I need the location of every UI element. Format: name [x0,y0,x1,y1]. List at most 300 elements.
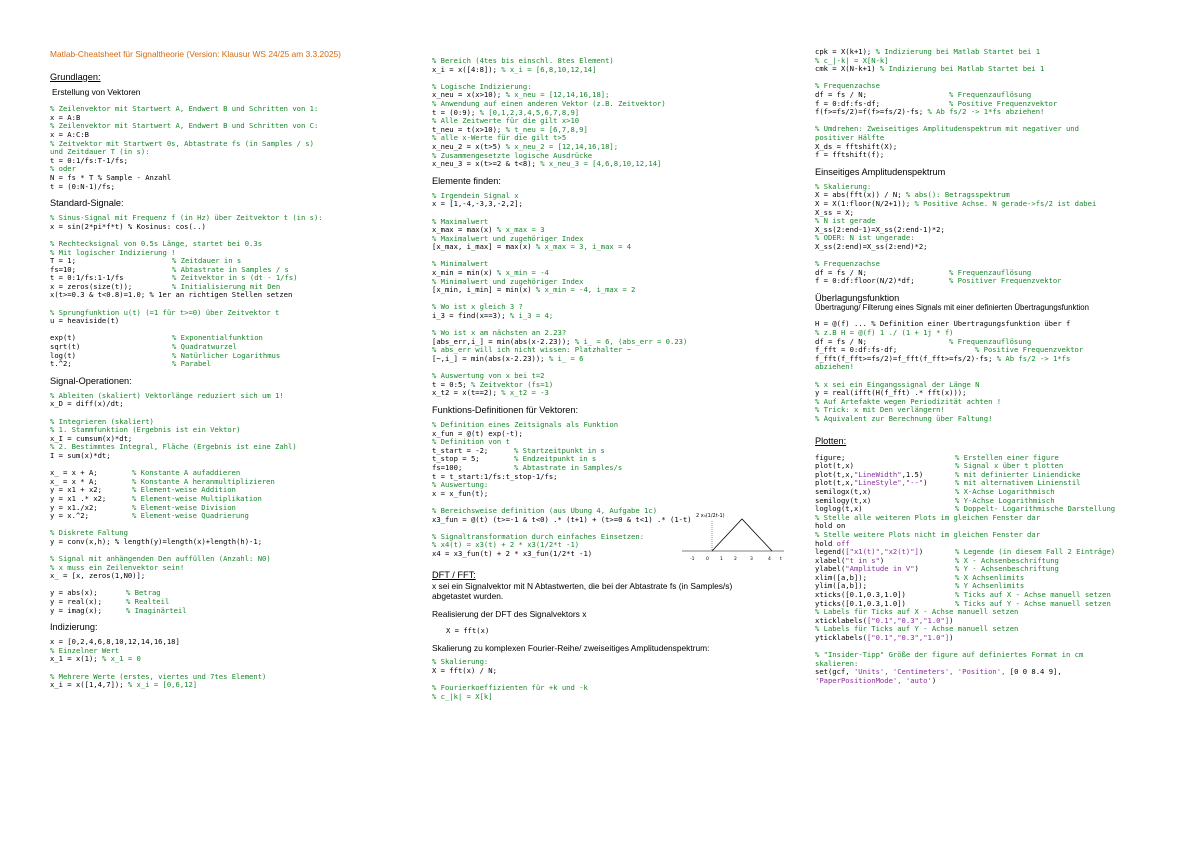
heading-signal-operationen: Signal-Operationen: [50,375,132,386]
code-line [815,505,1170,514]
code-line: % Zeilenvektor mit Startwert A, Endwert B und Schritten von 1: [50,105,319,114]
code-text: t_start = -2; [432,446,489,455]
code-text: ) [949,634,954,643]
code-string: "LineStyle","--" [853,479,924,488]
code-line: % Mit logischer Indizierung ! [50,248,176,257]
code-line: % ODER: N ist ungerade: [815,234,915,243]
code-comment: % Element-weise Quadrierung [132,512,249,521]
code-line [815,591,1170,600]
code-text: x_i = x([4:8]); [432,65,502,74]
code-line: % Frequenzachse [815,260,880,269]
heading-indizierung: Indizierung: [50,622,98,633]
code-line [50,257,385,266]
code-line: % Auf Artefakte wegen Periodizität achten ! [815,397,1002,406]
code-comment: % t_neu = [6,7,8,9] [505,125,588,134]
code-line [432,109,797,118]
code-line: % Trick: x mit Den verlängern! [815,406,945,415]
code-line [815,100,1170,109]
code-text: legend( [815,548,846,557]
code-text: xticks([0.1,0.3,1.0]) [815,591,906,600]
heading-einseitiges-spektrum: Einseitiges Amplitudenspektrum [815,166,946,177]
code-text: ) [949,616,954,625]
code-comment: % Abtastrate in Samples/s [514,463,623,472]
code-text: xticklabels( [815,616,867,625]
code-comment: % Quadratwurzel [172,343,237,352]
code-line: % Skalierung: [432,658,489,667]
code-comment: % Frequenzauflösung [949,337,1032,346]
code-comment: % Initialisierung mit Den [172,282,281,291]
code-text: ) [914,565,919,574]
code-text: plot(t,x) [815,462,854,471]
code-comment: % X - Achsenbeschriftung [955,556,1059,565]
code-line [432,286,797,295]
heading-elemente-finden: Elemente finden: [432,175,501,186]
code-text: xlim([a,b]); [815,573,867,582]
code-line: x_fun = @(t) exp(-t); [432,429,523,438]
code-line: % Definition von t [432,438,510,447]
figure-ticks [690,556,782,562]
code-line [50,274,385,283]
tick-label: 4 [768,557,771,562]
code-line [50,478,385,487]
code-line: % Minimalwert und zugehöriger Index [432,277,584,286]
code-line: % oder [50,165,76,174]
tick-label: -1 [690,557,695,562]
code-comment: % Konstante A aufaddieren [132,469,241,478]
triangle-signal-figure [680,505,790,567]
code-text: [0 0 8.4 9], [1005,668,1062,677]
code-line: % Auswertung von x bei t=2 [432,372,545,381]
code-text: df = fs / N; [815,337,867,346]
code-line: t = t_start:1/fs:t_stop-1/fs; [432,472,558,481]
code-line: % Zeilenvektor mit Startwert A, Endwert B und Schritten von C: [50,122,319,131]
code-comment: % Y Achsenlimits [955,582,1025,591]
code-text: loglog(t,x) [815,505,863,514]
code-comment: % Erstellen einer figure [955,453,1059,462]
code-comment: % Betrag [126,589,161,598]
code-string: off [836,539,850,548]
code-text: x_neu = x(x>10); [432,91,506,100]
code-comment: % i_ = 6 [548,355,584,363]
code-line: % Integrieren (skaliert) [50,417,154,426]
code-line: % Diskrete Faltung [50,529,128,538]
code-text: X = abs(fft(x)) / N; [815,191,906,200]
code-text: ) [931,677,937,685]
subheading-vektoren: Erstellung von Vektoren [52,86,141,97]
code-comment: % Ab fs/2 -> 1*fs abziehen! [927,108,1045,117]
code-line: % alle x-Werte für die gilt t>5 [432,134,567,143]
code-text: sqrt(t) [50,343,81,352]
code-line: % Anwendung auf einen anderen Vektor (z.B. Zeitvektor) [432,99,666,108]
code-line [432,66,797,75]
code-line [815,191,1170,200]
code-line [815,108,1170,117]
code-text: y = abs(x); [50,589,98,598]
code-comment: % Abtastrate in Samples / s [172,265,289,274]
code-line [815,634,1170,643]
code-comment: % x_i = [6,8,10,12,14] [501,65,597,74]
dft-realisierung-label: Realisierung der DFT des Signalvektors x [432,608,587,619]
code-text: f_fft = 0:df:fs-df; [815,346,898,355]
code-comment: % x_neu_3 = [4,6,8,10,12,14] [540,160,662,169]
code-text: t = 0:5; [432,380,471,389]
code-line [815,488,1170,497]
column-1 [50,50,385,690]
code-string: "t in s" [845,556,880,565]
code-line: % c_|k| = X[k] [432,692,493,701]
code-string: ["0.1","0.3","1.0"] [866,616,950,625]
code-comment: % Zeitvektor (fs=1) [470,380,554,389]
code-line [432,338,797,347]
code-line [815,677,1170,686]
code-line: X_ds = fftshift(X); [815,142,898,151]
code-line [815,462,1170,471]
code-line [815,346,1170,355]
code-string: "LineWidth" [853,470,902,479]
heading-plotten: Plotten: [815,435,847,446]
code-text: ) [918,548,924,557]
code-text: semilogx(t,x) [815,487,872,496]
figure-triangle [712,519,772,551]
code-comment: % x_1 = 0 [101,655,141,664]
code-line [50,343,385,352]
code-line [815,200,1170,209]
code-comment: % x_min = -4 [496,269,549,278]
code-comment: % Y-Achse Logarithmisch [955,496,1055,505]
code-text: x_neu_2 = x(t>5) [432,142,506,151]
code-line [50,174,385,183]
heading-funktions-definitionen: Funktions-Definitionen für Vektoren: [432,404,579,415]
code-line [815,269,1170,278]
code-line: % Rechtecksignal von 0.5s Länge, startet bei 0.3s [50,239,263,248]
code-comment: % x_neu_2 = [12,14,16,18]; [505,142,619,151]
code-line: % N ist gerade [815,217,876,226]
code-line: % z.B H = @(f) 1 ./ (1 + 1j * f) [815,329,954,338]
code-line: X = fft(x) / N; [432,667,497,676]
code-text: f = 0:df:floor(N/2)*df; [815,277,915,286]
code-line: % Signal mit anhängenden Den auffüllen (Anzahl: N0) [50,555,271,564]
code-text: f(f>=fs/2)=f(f>=fs/2)-fs; [815,108,928,117]
code-line: x = [1,-4,-3,3,-2,2]; [432,200,523,209]
code-text: figure; [815,453,846,462]
code-line [50,512,385,521]
code-text: xlabel( [815,556,846,565]
code-comment: % Legende (in diesem Fall 2 Einträge) [955,548,1116,557]
code-text: plot(t,x, [815,470,854,479]
code-line: % x4(t) = x3(t) + 2 * x3(1/2*t -1) [432,541,580,550]
tick-label: 3 [750,557,753,562]
code-line [50,607,385,616]
code-line [50,360,385,369]
tick-label: 1 [720,557,723,562]
code-text: set(gcf, [815,668,854,677]
code-text: t_stop = 5; [432,455,480,464]
code-line [815,565,1170,574]
code-line [432,269,797,278]
code-line: % Stelle alle weiteren Plots im gleichen Fenster dar [815,513,1041,522]
code-text: plot(t,x, [815,479,854,488]
code-line: t = 0:1/fs:T-1/fs; [50,156,128,165]
code-line [432,381,797,390]
code-line [432,355,797,364]
code-line [815,454,1170,463]
code-text: ylim([a,b]); [815,582,867,591]
code-line [815,355,1170,364]
uebertragung-description: Übertragung/ Filterung eines Signals mit einer definierten Übertragungsfunktion [815,302,1089,312]
code-comment: % Element-weise Multiplikation [132,494,262,503]
code-comment: % Element-weise Division [132,503,236,512]
code-line [50,486,385,495]
code-comment: % Doppelt- Logarithmische Darstellung [955,505,1116,514]
code-line [50,283,385,292]
code-comment: % Positive Frequenzvektor [949,99,1058,108]
code-comment: % Positive Frequenzvektor [975,346,1084,355]
code-text: y = x1 + x2; [50,486,102,495]
code-line: % Logische Indizierung: [432,82,532,91]
code-string: ["0.1","0.3","1.0"] [866,634,950,643]
code-line: % abs_err will ich nicht wissen: Platzhalter ~ [432,346,632,355]
tick-label: 0 [706,557,709,562]
code-line [432,143,797,152]
code-text: ) [923,479,928,488]
code-line [815,65,1170,74]
code-text: cpk = X(k+1); [815,48,876,56]
code-line: x_I = cumsum(x)*dt; [50,434,133,443]
code-line: % Umdrehen: Zweiseitiges Amplitudenspektrum mit negativer und [815,125,1079,134]
code-comment: % Startzeitpunkt in s [514,446,605,455]
code-string: "Amplitude in V" [845,565,915,574]
code-text: ylabel( [815,565,846,574]
page-title: Matlab-Cheatsheet für Signaltheorie (Version: Klausur WS 24/25 am 3.3.2025) [50,49,341,59]
code-line: H = @(f) ... % Definition einer Übertragungsfunktion über f [815,320,1071,329]
code-comment: % i_3 = 4; [509,312,554,321]
code-comment: % Ticks auf X - Achse manuell setzen [955,591,1111,600]
code-text: x = zeros(size(t)); [50,282,133,291]
code-line: % Auswertung: [432,481,489,490]
code-line: und Zeitdauer T (in s): [50,148,150,157]
code-line: % Stelle weitere Plots nicht im gleichen Fenster dar [815,530,1041,539]
code-line [815,582,1170,591]
code-line: % Äquivalent zur Berechnung über Faltung! [815,414,993,423]
code-comment: % x_t2 = -3 [501,389,549,398]
code-line [432,447,797,456]
code-comment: % [0,1,2,3,4,5,6,7,8,9] [479,108,580,117]
code-comment: % Exponentialfunktion [172,334,263,343]
heading-uebertragungsfunktion: Überlagungsfunktion [815,292,900,303]
code-line: t = (0:N-1)/fs; [50,182,115,191]
code-comment: % Ab fs/2 -> 1*fs [996,354,1071,363]
tick-label: 2 [734,557,737,562]
code-text: x_ = x + A; [50,469,98,478]
code-text: [~,i_] = min(abs(x-2.23)); [432,355,549,363]
code-line [815,574,1170,583]
code-line [815,557,1170,566]
code-text: yticklabels( [815,634,867,643]
code-comment: % Element-weise Addition [132,486,236,495]
code-line: % Definition eines Zeitsignals als Funktion [432,420,619,429]
code-line [432,91,797,100]
code-line: positiver Hälfte [815,133,885,142]
code-comment: % Zeitvektor in s (dt - 1/fs) [172,274,298,283]
code-text: fs=100; [432,463,463,472]
code-line [50,334,385,343]
code-text: t = (0:9); [432,108,480,117]
code-line: % Bereichsweise definition (aus Übung 4, Aufgabe 1c) [432,506,658,515]
dft-text-line: x sei ein Signalvektor mit N Abtastwerten, die bei der Abtastrate fs (in Samples/s) [432,581,733,592]
code-line [815,48,1170,57]
code-line: skalieren: [815,659,859,668]
code-line: % Labels für Ticks auf Y - Achse manuell setzen [815,625,1019,634]
code-comment: % i_ = 6, (abs_err = 0.23) [574,337,688,346]
code-line: % Frequenzachse [815,82,880,91]
code-line: % 2. Bestimmtes Integral, Fläche (Ergebnis ist eine Zahl) [50,443,297,452]
code-line [815,91,1170,100]
code-text: log(t) [50,351,76,360]
code-line: X_ss(2:end-1)=X_ss(2:end-1)*2; [815,225,945,234]
code-line: x = A:B [50,113,81,122]
code-line [50,469,385,478]
code-text: [x_max, i_max] = max(x) [432,243,536,252]
code-comment: % Signal x über t plotten [955,462,1064,471]
code-text: x_min = min(x) [432,269,497,278]
code-line: % Zeitvektor mit Startwert 0s, Abtastrate fs (in Samples / s) [50,139,314,148]
code-line: abziehen! [815,363,854,372]
code-line [50,598,385,607]
code-line: % Alle Zeitwerte für die gilt x>10 [432,117,580,126]
code-line [432,455,797,464]
code-text: fs=10; [50,265,76,274]
heading-dft-fft: DFT / FFT: [432,570,476,581]
code-comment: % Realteil [126,598,170,607]
tick-label: t [780,557,782,562]
code-line: x = sin(2*pi*f*t) % Kosinus: cos(..) [50,222,206,231]
code-text: semilogy(t,x) [815,496,872,505]
code-text: x_i = x([1,4,7]); [50,681,128,690]
code-line [815,277,1170,286]
code-comment: % Frequenzauflösung [949,90,1032,99]
code-comment: % Parabel [172,360,211,369]
code-line: % Mehrere Werte (erstes, viertes und 7tes Element) [50,672,267,681]
code-text: t = 0:1/fs:1-1/fs [50,274,124,283]
code-text: df = fs / N; [815,90,867,99]
code-line: % Maximalwert und zugehöriger Index [432,234,584,243]
code-line [432,389,797,398]
code-line: % 1. Stammfunktion (Ergebnis ist ein Vektor) [50,426,241,435]
code-line [815,540,1170,549]
code-string: 'PaperPositionMode', 'auto' [815,677,932,685]
code-line [50,681,385,690]
column-3 [815,48,1170,686]
code-line: x(t>=0.3 & t<0.8)=1.0; % 1er an richtigen Stellen setzen [50,291,293,300]
code-line: % Fourierkoeffizienten für +k und -k [432,684,588,693]
heading-standard-signale: Standard-Signale: [50,198,124,209]
code-line [432,464,797,473]
code-comment: % Endzeitpunkt in s [514,455,597,464]
code-comment: % Indizierung bei Matlab Startet bei 1 [875,48,1041,56]
code-comment: % Imaginärteil [126,606,187,615]
code-line: % Minimalwert [432,260,489,269]
code-comment: % Positive Achse. N gerade->fs/2 ist dabei [914,199,1097,208]
code-comment: % X Achsenlimits [955,573,1025,582]
code-line [815,617,1170,626]
code-line: % x sei ein Eingangssignal der Länge N [815,380,980,389]
code-text: t_neu = t(x>10); [432,125,506,134]
code-text: N = fs * T % Sample - Anzahl [50,173,172,182]
code-line [432,312,797,321]
code-line: x_D = diff(x)/dt; [50,400,124,409]
code-comment: % x_i = [0,6,12] [127,681,198,690]
code-line: I = sum(x)*dt; [50,451,111,460]
code-comment: % abs(): Betragsspektrum [905,191,1010,200]
code-comment: % Y - Achsenbeschriftung [955,565,1059,574]
code-comment: % Indizierung bei Matlab Startet bei 1 [879,65,1045,74]
code-line: % Skalierung: [815,182,872,191]
code-comment: % Natürlicher Logarithmus [172,351,281,360]
code-line [815,548,1170,557]
code-text: ) [879,556,885,565]
code-text: y = imag(x); [50,606,102,615]
code-comment: % x_max = 3 [496,226,545,235]
code-line: % Irgendein Signal x [432,191,519,200]
code-text: x_neu_3 = x(t>=2 & t<8); [432,160,541,169]
code-line [432,226,797,235]
code-text: x_ = x * A; [50,477,98,486]
code-line: x = A:C:B [50,130,89,139]
code-comment: % X-Achse Logarithmisch [955,487,1055,496]
code-comment: % mit alternativem Linienstil [955,479,1081,488]
code-line: y = conv(x,h); % length(y)=length(x)+length(h)-1; [50,537,263,546]
code-line: x = [0,2,4,6,8,10,12,14,16,18] [50,638,180,647]
code-text: x_t2 = x(t==2); [432,389,502,398]
code-line: % Signaltransformation durch einfaches Einsetzen: [432,532,645,541]
code-text: y = real(x); [50,598,102,607]
code-line: % Sprungfunktion u(t) (=1 für t>=0) über Zeitvektor t [50,308,280,317]
code-text: exp(t) [50,334,76,343]
code-comment: % Zeitdauer in s [172,257,242,266]
code-line [815,479,1170,488]
code-line [50,352,385,361]
code-text: cmk = X(N-k+1) [815,65,880,74]
code-text: X = X(1:floor(N/2+1)); [815,199,915,208]
code-comment: % x_max = 3, i_max = 4 [535,243,632,252]
code-line: % c_|-k| = X[N-k] [815,56,889,65]
code-comment: % Frequenzauflösung [949,268,1032,277]
code-string: 'Units', 'Centimeters', 'Position', [853,668,1006,677]
code-line [815,471,1170,480]
code-line [50,589,385,598]
code-line [50,266,385,275]
code-line [815,497,1170,506]
code-text: f = 0:df:fs-df; [815,99,880,108]
code-line: % Wo ist x gleich 3 ? [432,303,523,312]
code-line: % Zusammengesetzte logische Ausdrücke [432,151,593,160]
code-text: t.^2; [50,360,72,369]
code-comment: % Konstante A heranmultiplizieren [132,477,275,486]
code-text: [abs_err,i_] = min(abs(x-2.23)); [432,337,575,346]
code-comment: % x_min = -4, i_max = 2 [535,286,636,295]
code-line: x3_fun = @(t) (t>=-1 & t<0) .* (t+1) + (t>=0 & t<1) .* (1-t) [432,515,692,524]
code-line: % x muss ein Zeilenvektor sein! [50,563,185,572]
column-2 [432,57,797,701]
code-text: y = x.^2; [50,512,89,521]
code-text: ,1.5) [901,470,924,479]
code-comment: % Positiver Frequenzvektor [949,277,1062,286]
code-comment: % mit definierter Liniendicke [955,470,1081,479]
code-line [50,504,385,513]
code-line [432,243,797,252]
code-line [432,160,797,169]
code-line [815,338,1170,347]
